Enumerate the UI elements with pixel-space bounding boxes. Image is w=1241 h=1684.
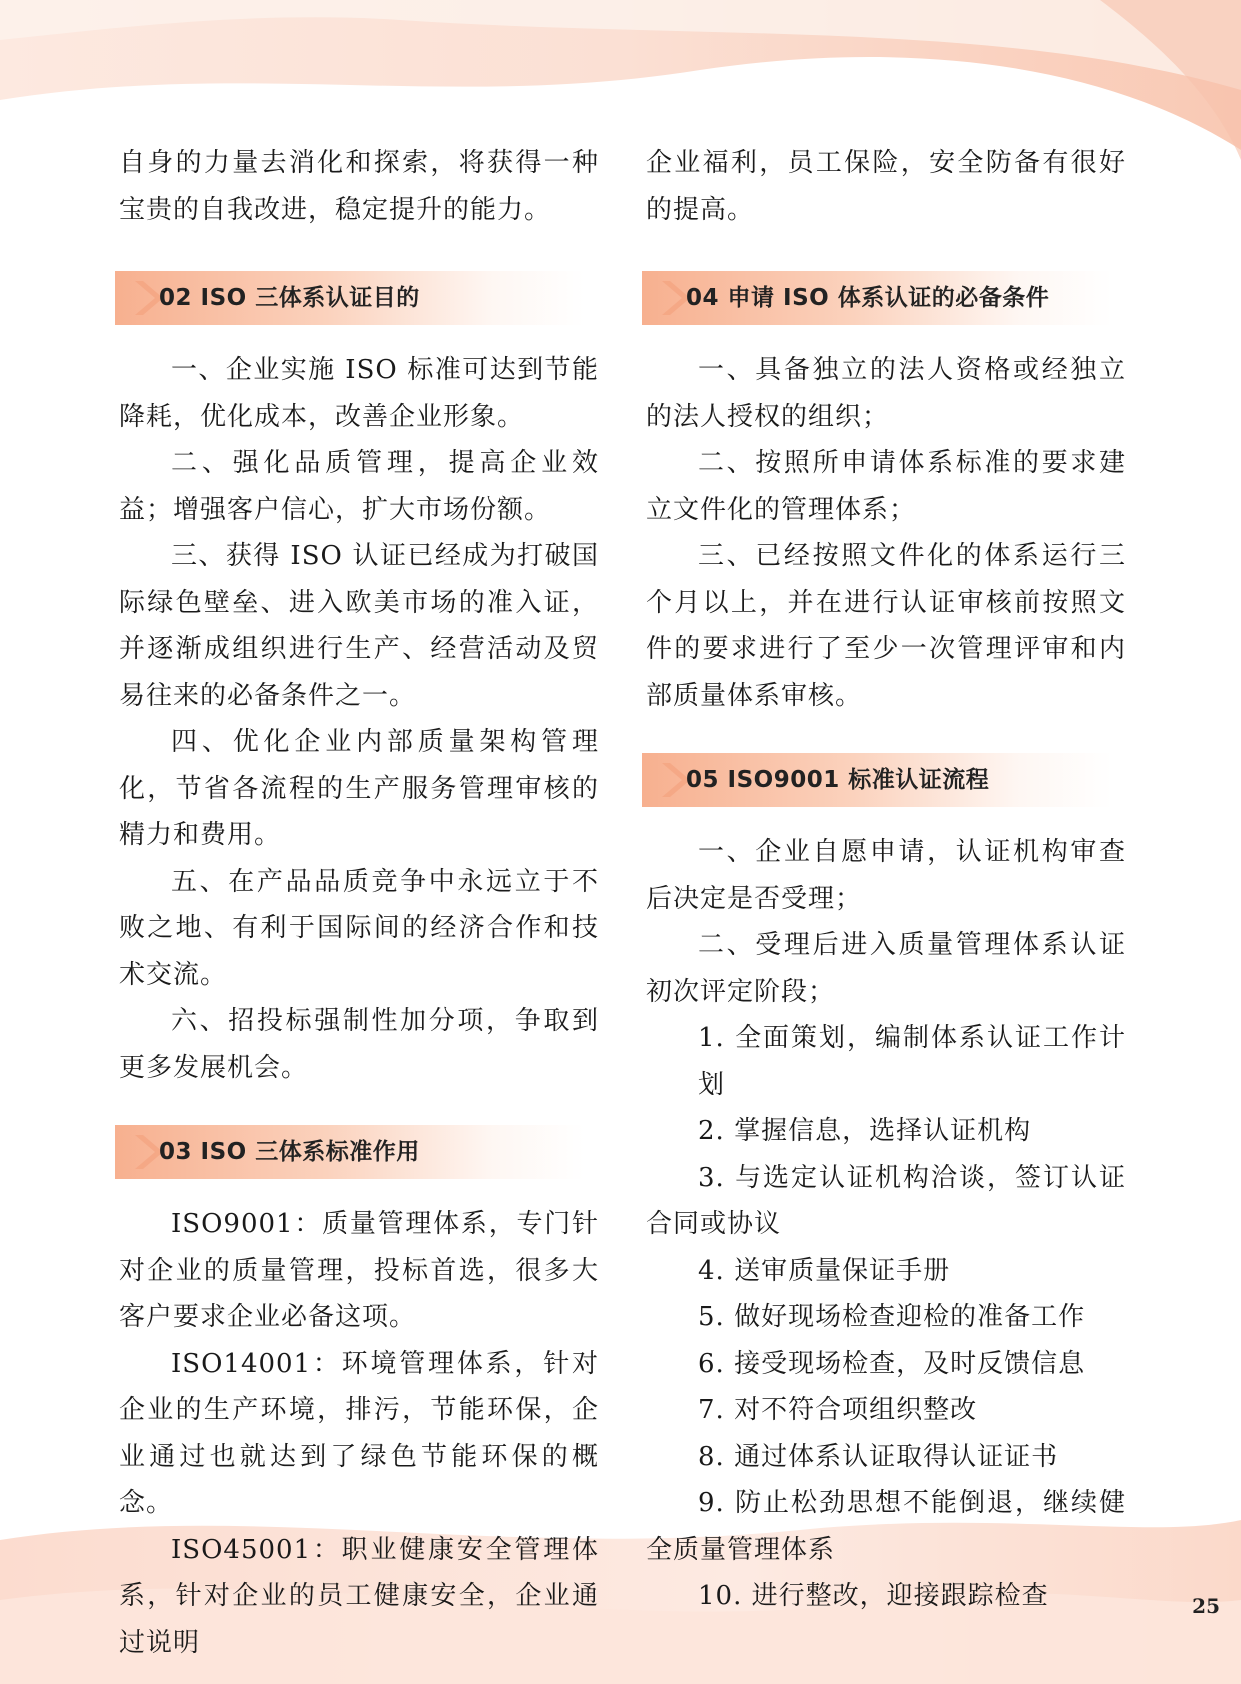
s04-paragraph-2: 二、按照所申请体系标准的要求建立文件化的管理体系； xyxy=(646,448,1126,525)
section-04-title: 04 申请 ISO 体系认证的必备条件 xyxy=(686,285,1050,311)
left-column xyxy=(119,140,599,1666)
s05-step-10: 10. 进行整改，迎接跟踪检查 xyxy=(698,1581,1049,1611)
s03-paragraph-3: ISO45001：职业健康安全管理体系，针对企业的员工健康安全，企业通过说明 xyxy=(119,1534,599,1658)
s02-paragraph-6: 六、招投标强制性加分项，争取到更多发展机会。 xyxy=(119,1006,599,1083)
section-05-title: 05 ISO9001 标准认证流程 xyxy=(686,767,990,793)
section-02-header xyxy=(115,271,585,325)
s05-step-7: 7. 对不符合项组织整改 xyxy=(698,1395,978,1425)
s05-step-9: 9. 防止松劲思想不能倒退，继续健全质量管理体系 xyxy=(646,1488,1126,1565)
right-intro-paragraph: 企业福利，员工保险，安全防备有很好的提高。 xyxy=(646,148,1126,225)
s05-step-2: 2. 掌握信息，选择认证机构 xyxy=(698,1116,1032,1146)
section-03-header xyxy=(115,1125,585,1179)
page-number: 25 xyxy=(1192,1594,1220,1618)
s05-step-8: 8. 通过体系认证取得认证证书 xyxy=(698,1441,1059,1472)
s05-step-3: 3. 与选定认证机构洽谈，签订认证合同或协议 xyxy=(646,1162,1126,1239)
section-03-title: 03 ISO 三体系标准作用 xyxy=(159,1139,420,1165)
s03-paragraph-1: ISO9001：质量管理体系，专门针对企业的质量管理，投标首选，很多大客户要求企业必备这项。 xyxy=(119,1209,599,1332)
s05-step-6: 6. 接受现场检查，及时反馈信息 xyxy=(698,1348,1086,1379)
s02-paragraph-5: 五、在产品品质竞争中永远立于不败之地、有利于国际间的经济合作和技术交流。 xyxy=(119,866,599,990)
s02-paragraph-2: 二、强化品质管理，提高企业效益；增强客户信心，扩大市场份额。 xyxy=(119,448,599,525)
section-05-header xyxy=(642,753,1112,807)
s05-step-4: 4. 送审质量保证手册 xyxy=(698,1255,951,1286)
right-column xyxy=(646,140,1126,1620)
s02-paragraph-1: 一、企业实施 ISO 标准可达到节能降耗，优化成本，改善企业形象。 xyxy=(119,355,599,432)
s05-paragraph-2: 二、受理后进入质量管理体系认证初次评定阶段； xyxy=(646,930,1126,1007)
left-intro-paragraph: 自身的力量去消化和探索，将获得一种宝贵的自我改进，稳定提升的能力。 xyxy=(119,148,599,225)
s03-paragraph-2: ISO14001：环境管理体系，针对企业的生产环境，排污，节能环保，企业通过也就达到了绿色节能环保的概念。 xyxy=(119,1348,599,1518)
s02-paragraph-3: 三、获得 ISO 认证已经成为打破国际绿色壁垒、进入欧美市场的准入证，并逐渐成组织进行生产、经营活动及贸易往来的必备条件之一。 xyxy=(119,541,599,711)
s02-paragraph-4: 四、优化企业内部质量架构管理化，节省各流程的生产服务管理审核的精力和费用。 xyxy=(119,727,599,850)
s05-step-1: 1. 全面策划，编制体系认证工作计划 xyxy=(698,1023,1126,1100)
section-02-title: 02 ISO 三体系认证目的 xyxy=(159,285,420,311)
section-04-header xyxy=(642,271,1112,325)
s05-paragraph-1: 一、企业自愿申请，认证机构审查后决定是否受理； xyxy=(646,837,1126,914)
s04-paragraph-3: 三、已经按照文件化的体系运行三个月以上，并在进行认证审核前按照文件的要求进行了至少一次管理评审和内部质量体系审核。 xyxy=(646,541,1126,711)
s04-paragraph-1: 一、具备独立的法人资格或经独立的法人授权的组织； xyxy=(646,355,1126,432)
s05-step-5: 5. 做好现场检查迎检的准备工作 xyxy=(698,1302,1086,1332)
